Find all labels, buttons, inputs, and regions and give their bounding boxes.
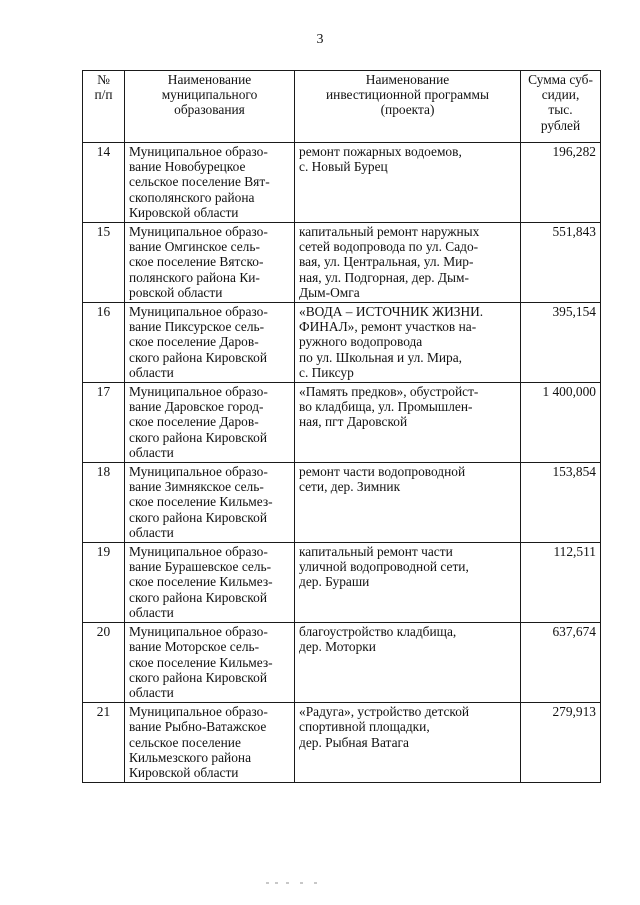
row-amount: 637,674 xyxy=(521,623,601,703)
row-municipality: Муниципальное образо- вание Рыбно-Ватажское сельское поселение Кильмезского района Кировской области xyxy=(125,703,295,783)
row-municipality: Муниципальное образо- вание Омгинское сель- ское поселение Вятско- полянского района Ки- ровской области xyxy=(125,223,295,303)
header-program: Наименование инвестиционной программы (проекта) xyxy=(295,71,521,143)
row-amount: 1 400,000 xyxy=(521,383,601,463)
row-municipality: Муниципальное образо- вание Пиксурское сель- ское поселение Даров- ского района Кировской области xyxy=(125,303,295,383)
row-number: 19 xyxy=(83,543,125,623)
row-amount: 196,282 xyxy=(521,143,601,223)
header-amount: Сумма суб- сидии, тыс. рублей xyxy=(521,71,601,143)
row-amount: 395,154 xyxy=(521,303,601,383)
table-body xyxy=(83,143,601,783)
row-number: 20 xyxy=(83,623,125,703)
table-row xyxy=(83,383,601,463)
row-number: 15 xyxy=(83,223,125,303)
row-program: «Память предков», обустройст- во кладбища, ул. Промышлен- ная, пгт Даровской xyxy=(295,383,521,463)
header-municipality: Наименование муниципального образования xyxy=(125,71,295,143)
row-program: «ВОДА – ИСТОЧНИК ЖИЗНИ. ФИНАЛ», ремонт участков на- ружного водопровода по ул. Школьная и ул. Мира, с. Пиксур xyxy=(295,303,521,383)
row-program: ремонт пожарных водоемов, с. Новый Бурец xyxy=(295,143,521,223)
scan-artifact xyxy=(266,882,326,888)
table-row xyxy=(83,623,601,703)
row-number: 18 xyxy=(83,463,125,543)
row-program: «Радуга», устройство детской спортивной площадки, дер. Рыбная Ватага xyxy=(295,703,521,783)
header-number: № п/п xyxy=(83,71,125,143)
row-number: 14 xyxy=(83,143,125,223)
row-municipality: Муниципальное образо- вание Новобурецкое сельское поселение Вят- скополянского района Кировской области xyxy=(125,143,295,223)
subsidy-table xyxy=(82,70,601,783)
table-row xyxy=(83,223,601,303)
row-municipality: Муниципальное образо- вание Даровское город- ское поселение Даров- ского района Кировской области xyxy=(125,383,295,463)
table-row xyxy=(83,703,601,783)
row-amount: 551,843 xyxy=(521,223,601,303)
row-program: капитальный ремонт наружных сетей водопровода по ул. Садо- вая, ул. Центральная, ул. Мир- ная, ул. Подгорная, дер. Дым- Дым-Омга xyxy=(295,223,521,303)
table-row xyxy=(83,463,601,543)
row-program: капитальный ремонт части уличной водопроводной сети, дер. Бураши xyxy=(295,543,521,623)
row-amount: 153,854 xyxy=(521,463,601,543)
table-row xyxy=(83,303,601,383)
table-header xyxy=(83,71,601,143)
row-municipality: Муниципальное образо- вание Зимнякское сель- ское поселение Кильмез- ского района Кировской области xyxy=(125,463,295,543)
page-number: 3 xyxy=(316,32,324,47)
header-row xyxy=(83,71,601,143)
row-amount: 279,913 xyxy=(521,703,601,783)
table-row xyxy=(83,543,601,623)
row-program: ремонт части водопроводной сети, дер. Зимник xyxy=(295,463,521,543)
row-number: 21 xyxy=(83,703,125,783)
row-number: 16 xyxy=(83,303,125,383)
row-amount: 112,511 xyxy=(521,543,601,623)
row-program: благоустройство кладбища, дер. Моторки xyxy=(295,623,521,703)
row-municipality: Муниципальное образо- вание Моторское сель- ское поселение Кильмез- ского района Кировской области xyxy=(125,623,295,703)
row-municipality: Муниципальное образо- вание Бурашевское сель- ское поселение Кильмез- ского района Кировской области xyxy=(125,543,295,623)
table-row xyxy=(83,143,601,223)
row-number: 17 xyxy=(83,383,125,463)
